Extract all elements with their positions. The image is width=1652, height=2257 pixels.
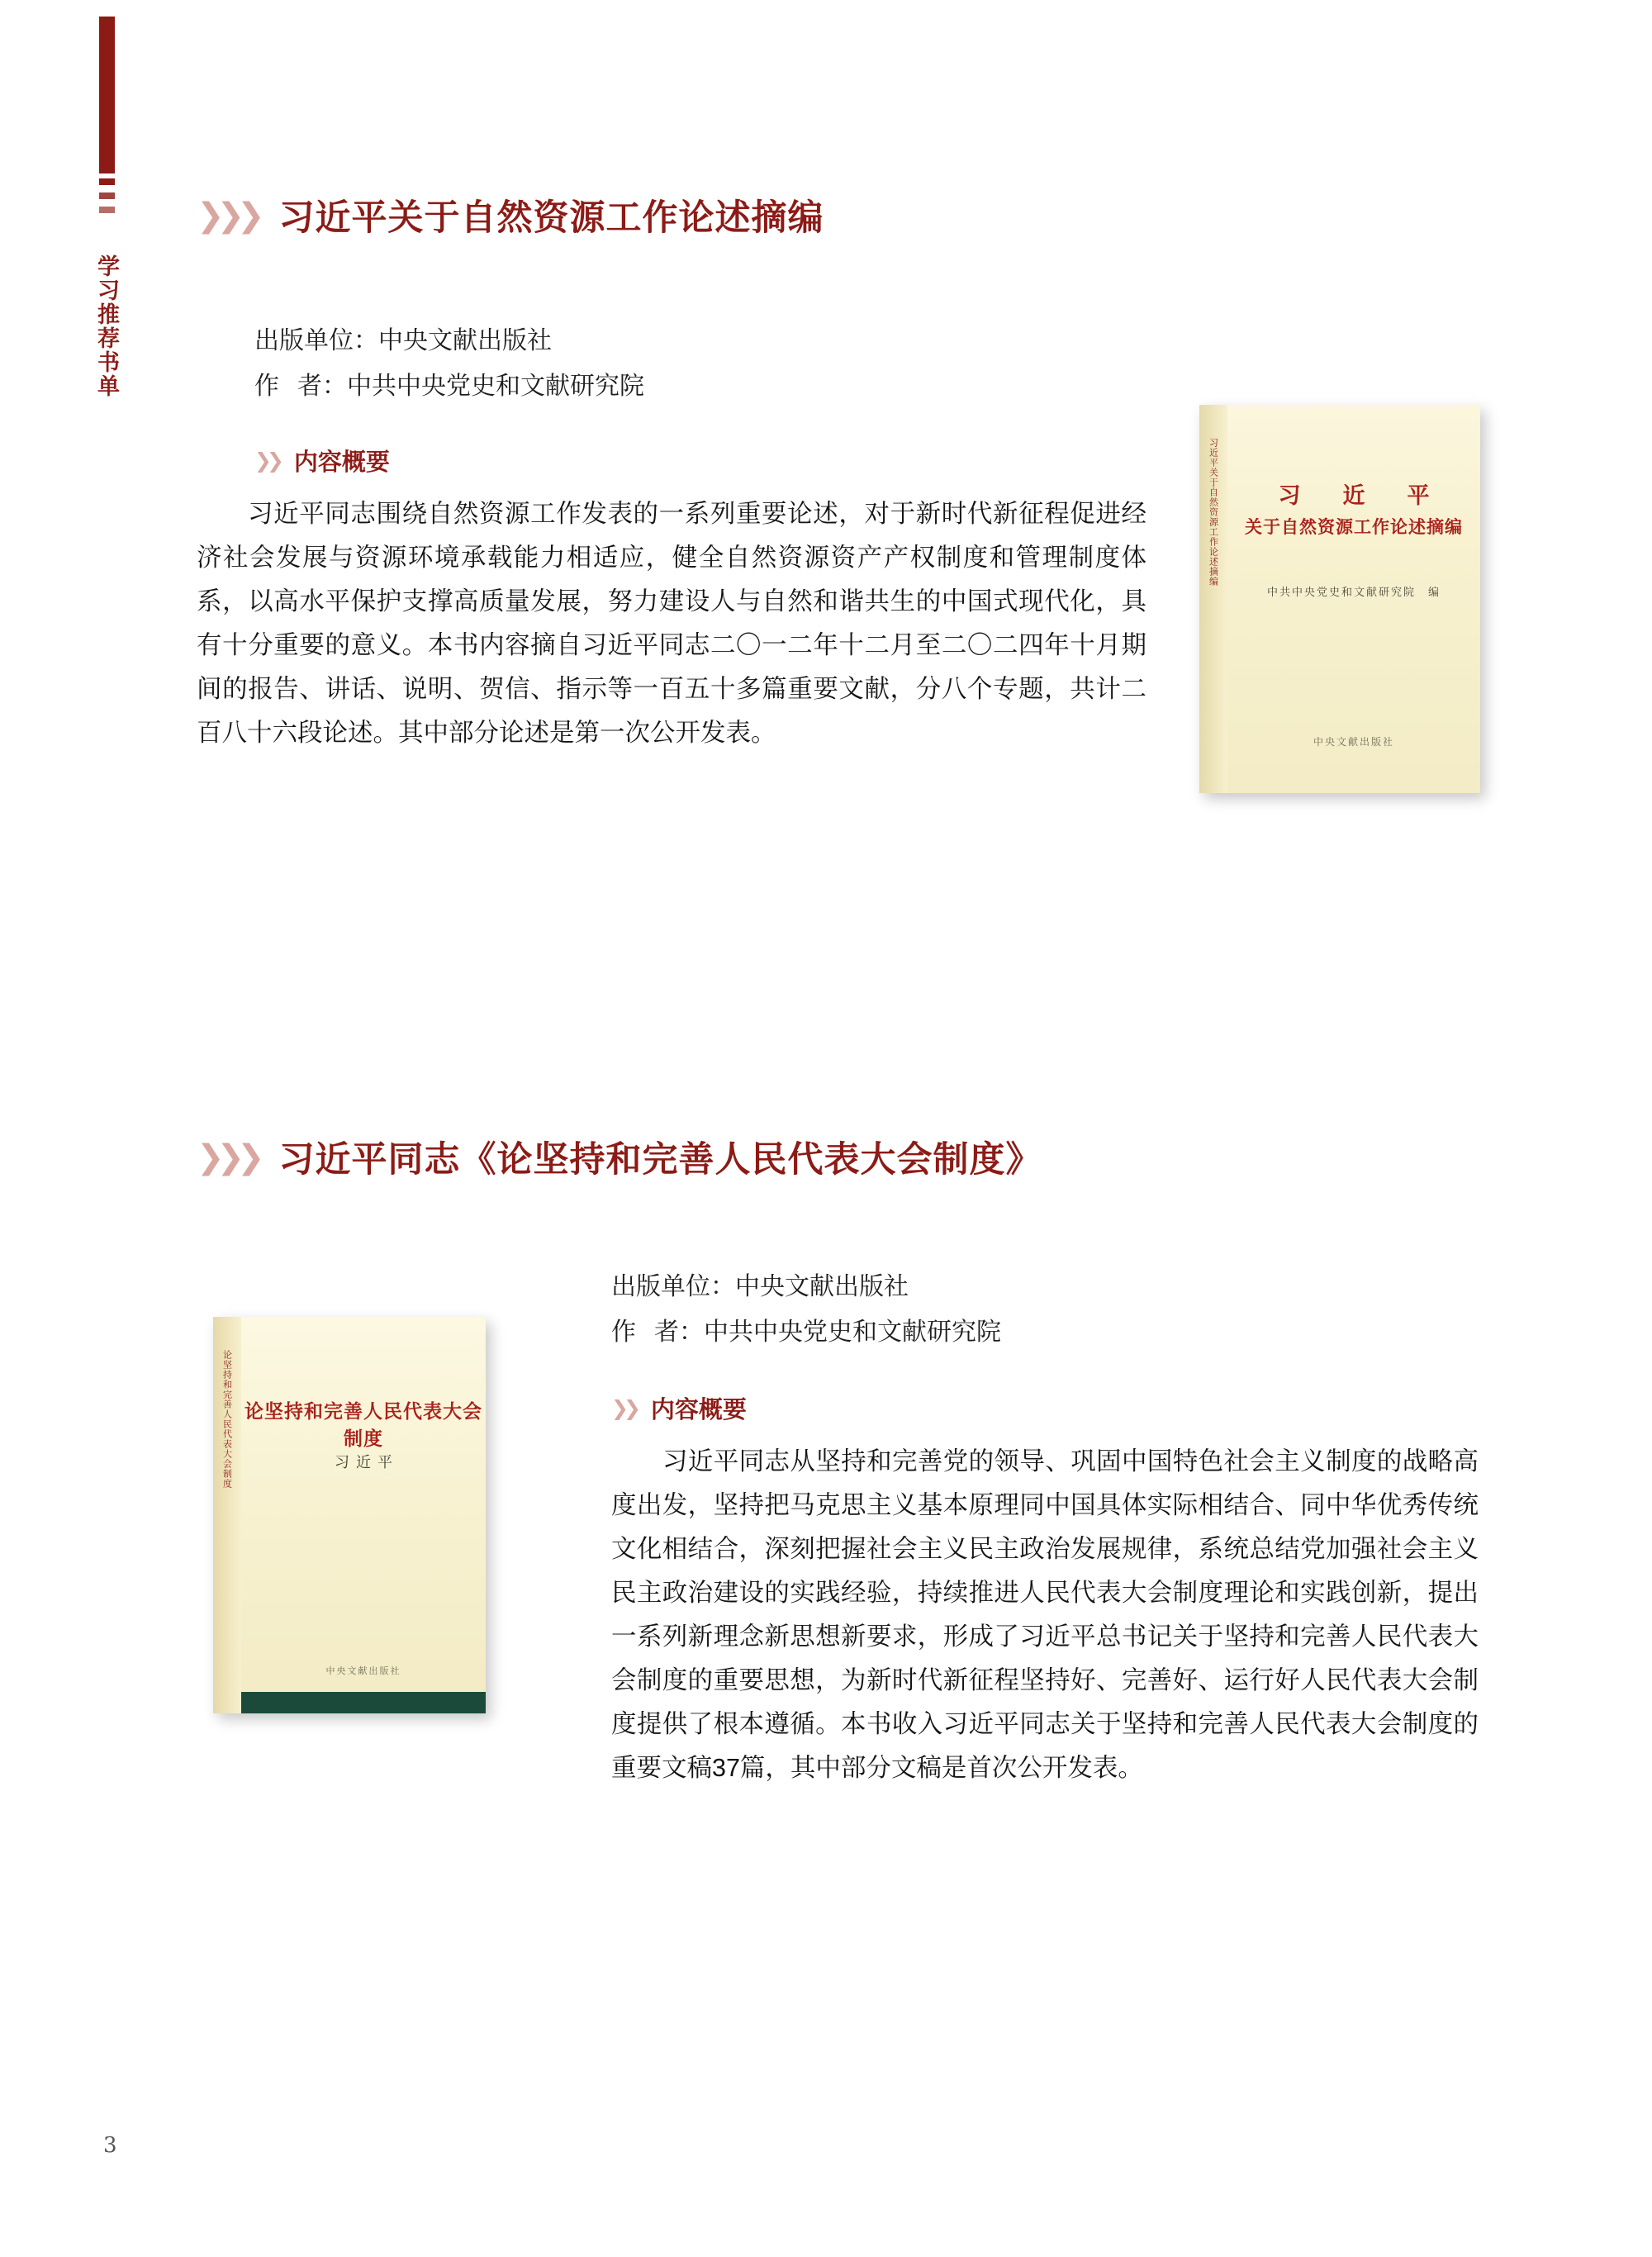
book-2-bottom-band — [241, 1692, 486, 1713]
book-1-title-line2: 关于自然资源工作论述摘编 — [1245, 516, 1463, 537]
book-2-author: 习近平 — [335, 1454, 399, 1471]
section-2-summary-heading: 内容概要 — [650, 1395, 747, 1423]
section-1-meta — [197, 318, 1485, 409]
section-1-summary-heading: 内容概要 — [293, 448, 390, 476]
section-2-publisher-value: 中央文献出版社 — [735, 1273, 909, 1300]
section-1-title-row — [197, 190, 1485, 240]
section-2-meta — [611, 1264, 1479, 1355]
section-2-publisher-label: 出版单位： — [611, 1273, 735, 1300]
section-2-author-line — [611, 1309, 1479, 1355]
chevron-right-icon: ❯❯❯ — [197, 196, 258, 235]
section-1-author-value: 中共中央党史和文献研究院 — [347, 373, 644, 400]
section-2-title: 习近平同志《论坚持和完善人民代表大会制度》 — [278, 1139, 1042, 1181]
section-1-title: 习近平关于自然资源工作论述摘编 — [278, 197, 824, 239]
section-1-publisher-value: 中央文献出版社 — [378, 327, 552, 354]
section-1-author-label-tail: 者： — [297, 373, 347, 400]
book-1-publisher: 中央文献出版社 — [1313, 736, 1394, 748]
book-1-title-line1: 习 近 平 — [1278, 483, 1440, 509]
book-1-face — [1227, 405, 1480, 793]
book-1-author: 中共中央党史和文献研究院 编 — [1266, 587, 1441, 599]
section-2-publisher-line — [611, 1264, 1479, 1309]
section-2-author-label-tail: 者： — [654, 1319, 704, 1346]
sidebar-vertical-label: 学习推荐书单 — [93, 254, 119, 398]
book-cover-2 — [213, 1317, 486, 1713]
section-1-publisher-line — [254, 318, 1485, 363]
section-1-author-line — [254, 363, 1485, 409]
section-1-author-label: 作 — [254, 373, 297, 400]
chevron-right-small-icon: ❯❯ — [254, 449, 279, 473]
section-1-publisher-label: 出版单位： — [254, 327, 378, 354]
section-2-summary-text: 习近平同志从坚持和完善党的领导、巩固中国特色社会主义制度的战略高度出发，坚持把马克思主义基本原理同中国具体实际相结合、同中华优秀传统文化相结合，深刻把握社会主义民主政治发展规律，系统总结党加强社会主义民主政治建设的实践经验，持续推进人民代表大会制度理论和实践创新，提出一系列新理念新思想新要求，形成了习近平总书记关于坚持和完善人民代表大会制度的重要思想，为新时代新征程坚持好、完善好、运行好人民代表大会制度提供了根本遵循。本书收入习近平同志关于坚持和完善人民代表大会制度的重要文稿37篇，其中部分文稿是首次公开发表。 — [611, 1447, 1479, 1782]
section-2-author-value: 中共中央党史和文献研究院 — [704, 1319, 1001, 1346]
book-2-spine — [213, 1317, 242, 1713]
sidebar-marker — [93, 17, 127, 446]
book-entry-2 — [197, 1132, 1485, 1182]
chevron-right-small-icon: ❯❯ — [611, 1396, 636, 1420]
book-2-face — [241, 1317, 486, 1713]
section-2-summary-heading-row — [611, 1391, 1479, 1425]
page-number: 3 — [103, 2133, 117, 2158]
section-2-author-label: 作 — [611, 1319, 654, 1346]
book-cover-1 — [1199, 405, 1480, 793]
sidebar-bar — [99, 17, 115, 173]
book-2-spine-text: 论坚持和完善人民代表大会制度 — [221, 1350, 233, 1489]
book-2-publisher: 中央文献出版社 — [325, 1665, 401, 1676]
book-1-spine-text: 习近平关于自然资源工作论述摘编 — [1208, 438, 1219, 587]
book-entry-2-body — [611, 1264, 1479, 1790]
sidebar-ticks — [99, 178, 115, 236]
book-1-spine — [1199, 405, 1228, 793]
book-2-title: 论坚持和完善人民代表大会制度 — [244, 1400, 482, 1450]
section-1-summary-text: 习近平同志围绕自然资源工作发表的一系列重要论述，对于新时代新征程促进经济社会发展与资源环境承载能力相适应，健全自然资源资产产权制度和管理制度体系，以高水平保护支撑高质量发展，努力建设人与自然和谐共生的中国式现代化，具有十分重要的意义。本书内容摘自习近平同志二〇一二年十二月至二〇二四年十月期间的报告、讲话、说明、贺信、指示等一百五十多篇重要文献，分八个专题，共计二百八十六段论述。其中部分论述是第一次公开发表。 — [197, 500, 1146, 747]
chevron-right-icon: ❯❯❯ — [197, 1138, 258, 1176]
section-2-title-row — [197, 1132, 1485, 1182]
